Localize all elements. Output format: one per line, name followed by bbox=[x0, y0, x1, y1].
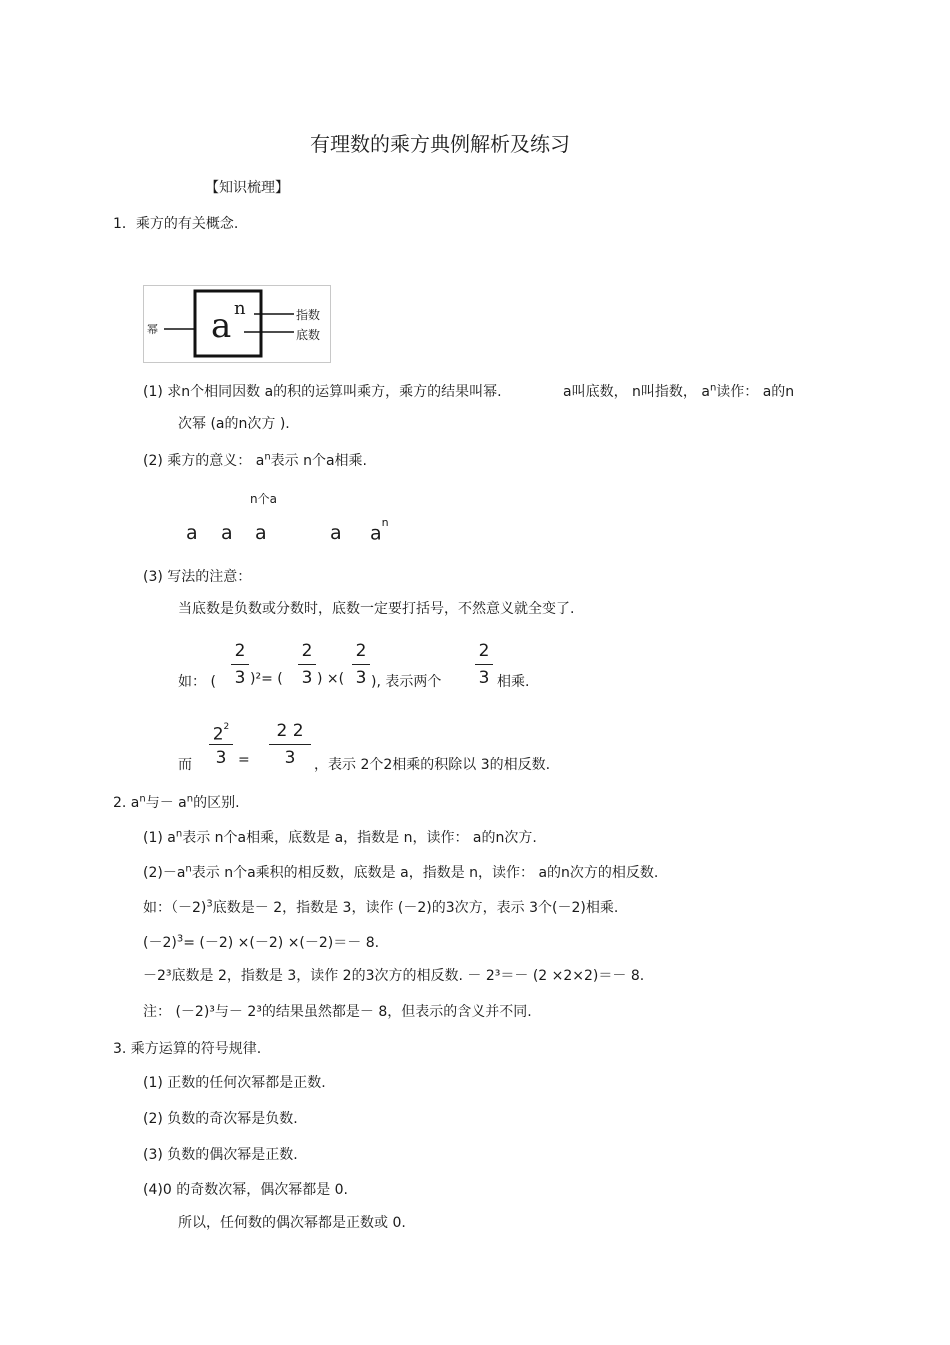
point2-note: 注： (－2)³与－ 2³的结果虽然都是－ 8，但表示的含义并不同. bbox=[143, 1004, 532, 1020]
diagram-power-label: 幂 bbox=[147, 323, 158, 336]
fraction-3: 2 3 bbox=[351, 640, 371, 689]
point3-conclusion: 所以，任何数的偶次幂都是正数或 0. bbox=[178, 1215, 406, 1231]
contrast-eq: = bbox=[238, 752, 250, 768]
power-diagram bbox=[143, 285, 331, 363]
example-end: 相乘. bbox=[497, 674, 530, 690]
contrast-fraction-2: 2 2 3 bbox=[268, 720, 312, 769]
point3-rule-2: (2) 负数的奇次幂是负数. bbox=[143, 1111, 298, 1127]
point2-heading: 2. $a^n$与－ $a^n$的区别. bbox=[113, 793, 240, 811]
example-eq: )²= ( bbox=[250, 671, 283, 687]
example-prefix: 如： ( bbox=[178, 674, 216, 690]
point2-line-2: $(2)-a^n$表示 n个a乘积的相反数，底数是 a，指数是 n，读作： a的n次方的相反数. bbox=[143, 863, 659, 881]
product-a-1: a bbox=[186, 522, 198, 544]
p1-line-b: a叫底数， n叫指数， $a^n$读作： a的n bbox=[563, 382, 795, 400]
point2-line-1: (1) $a^n$表示 n个a相乘，底数是 a，指数是 n，读作： a的n次方. bbox=[143, 828, 537, 846]
section-header: 【知识梳理】 bbox=[205, 180, 289, 196]
example-times: ) ×( bbox=[317, 671, 345, 687]
p1-line-d: 次幂 (a的n次方 ). bbox=[178, 416, 290, 432]
point2-example-2: $(-2)^3= (-2) \times(-2) \times(-2)=- 8$. bbox=[143, 933, 380, 951]
fraction-2: 2 3 bbox=[297, 640, 317, 689]
fraction-4: 2 3 bbox=[474, 640, 494, 689]
point3-rule-1: (1) 正数的任何次幂都是正数. bbox=[143, 1075, 326, 1091]
page-title: 有理数的乘方典例解析及练习 bbox=[310, 132, 570, 156]
diagram-base-letter: a bbox=[211, 306, 232, 346]
diagram-exponent-letter: n bbox=[234, 298, 246, 319]
diagram-base-label: 底数 bbox=[296, 328, 321, 342]
diagram-exponent-label: 指数 bbox=[296, 308, 321, 322]
point2-example-1: 如：（－2)$^3$底数是－ 2，指数是 3，读作 (－2)的3次方，表示 3个(－2)相乘. bbox=[143, 898, 619, 916]
point1-heading: 1．乘方的有关概念. bbox=[113, 216, 239, 232]
point3-heading: 3. 乘方运算的符号规律. bbox=[113, 1041, 262, 1057]
p1-line-a: (1) 求n个相同因数 a的积的运算叫乘方，乘方的结果叫幂. bbox=[143, 384, 502, 400]
product-a-4: a bbox=[330, 522, 342, 544]
contrast-fraction-1: $2^2$ 3 bbox=[208, 720, 234, 769]
p3-heading: (3) 写法的注意： bbox=[143, 569, 252, 585]
fraction-1: 2 3 bbox=[230, 640, 250, 689]
point3-rule-4: (4)0 的奇数次幂，偶次幂都是 0. bbox=[143, 1182, 348, 1198]
product-a-3: a bbox=[255, 522, 267, 544]
count-label: n个a bbox=[250, 492, 277, 506]
contrast-prefix: 而 bbox=[178, 757, 192, 773]
p2-line: (2) 乘方的意义： $a^n$表示 n个a相乘. bbox=[143, 451, 368, 469]
p3-note: 当底数是负数或分数时，底数一定要打括号，不然意义就全变了. bbox=[178, 601, 575, 617]
point3-rule-3: (3) 负数的偶次幂是正数. bbox=[143, 1147, 298, 1163]
example-close: ), 表示两个 bbox=[371, 674, 442, 690]
contrast-text: ，表示 2个2相乘的积除以 3的相反数. bbox=[314, 757, 551, 773]
product-a-2: a bbox=[221, 522, 233, 544]
point2-example-3: －2³底数是 2，指数是 3，读作 2的3次方的相反数. － 2³＝－ (2 ×2×2)＝－ 8. bbox=[143, 968, 645, 984]
product-power: $a^n$ bbox=[370, 516, 389, 545]
